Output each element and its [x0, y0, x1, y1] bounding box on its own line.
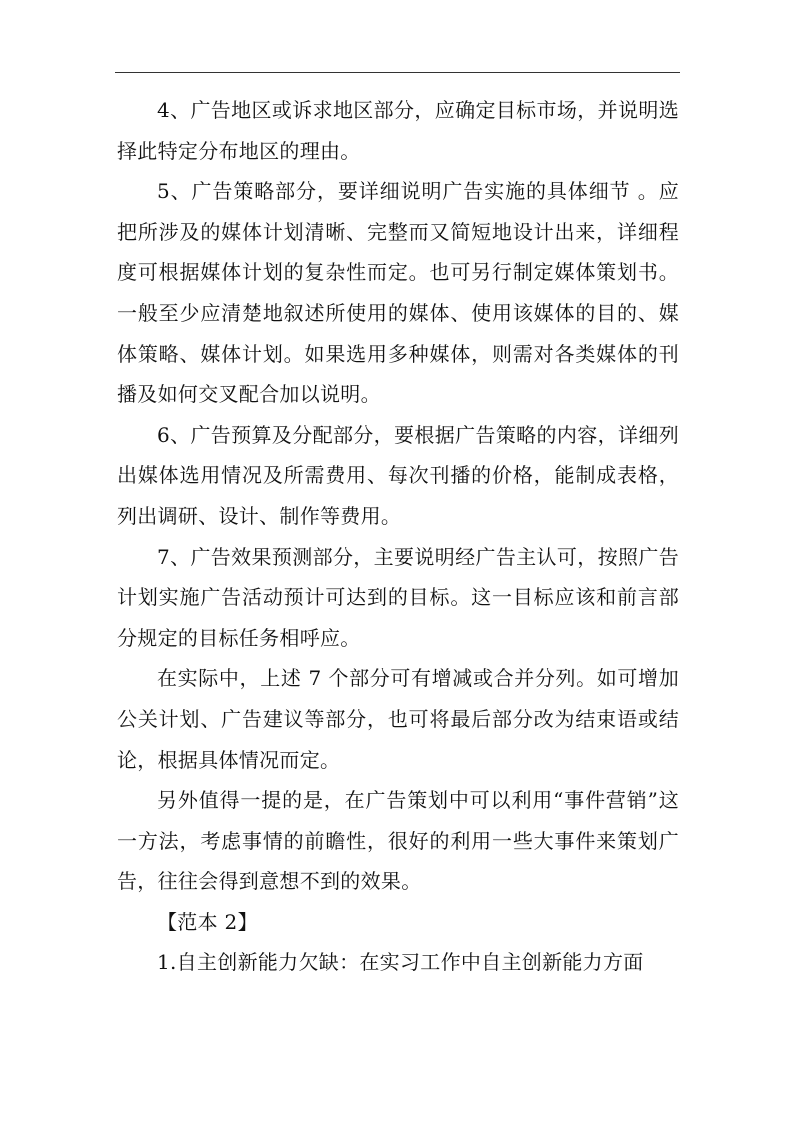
- paragraph-strategy-section: 5、广告策略部分，要详细说明广告实施的具体细节 。应把所涉及的媒体计划清晰、完整而又简短地设计出来，详细程度可根据媒体计划的复杂性而定。也可另行制定媒体策划书。一般至少应清楚地叙述所使用的媒体、使用该媒体的目的、媒体策略、媒体计划。如果选用多种媒体，则需对各类媒体的刊播及如何交叉配合加以说明。: [117, 179, 679, 407]
- paragraph-innovation-item: 1.自主创新能力欠缺：在实习工作中自主创新能力方面: [157, 950, 644, 975]
- paragraph-effect-section: 7、广告效果预测部分，主要说明经广告主认可，按照广告计划实施广告活动预计可达到的目标。这一目标应该和前言部分规定的目标任务相呼应。: [117, 544, 679, 650]
- paragraph-region-section: 4、广告地区或诉求地区部分，应确定目标市场，并说明选择此特定分布地区的理由。: [117, 98, 679, 163]
- document-body: [117, 90, 679, 983]
- header-rule: [115, 72, 680, 73]
- paragraph-practice-note: 在实际中，上述 7 个部分可有增减或合并分列。如可增加公关计划、广告建议等部分，也可将最后部分改为结束语或结论，根据具体情况而定。: [117, 666, 679, 772]
- paragraph-budget-section: 6、广告预算及分配部分，要根据广告策略的内容，详细列出媒体选用情况及所需费用、每次刊播的价格，能制成表格，列出调研、设计、制作等费用。: [117, 422, 679, 528]
- section-heading-template-2: 【范本 2】: [157, 909, 258, 934]
- paragraph-event-marketing: 另外值得一提的是，在广告策划中可以利用“事件营销”这一方法，考虑事情的前瞻性，很好的利用一些大事件来策划广告，往往会得到意想不到的效果。: [117, 788, 679, 894]
